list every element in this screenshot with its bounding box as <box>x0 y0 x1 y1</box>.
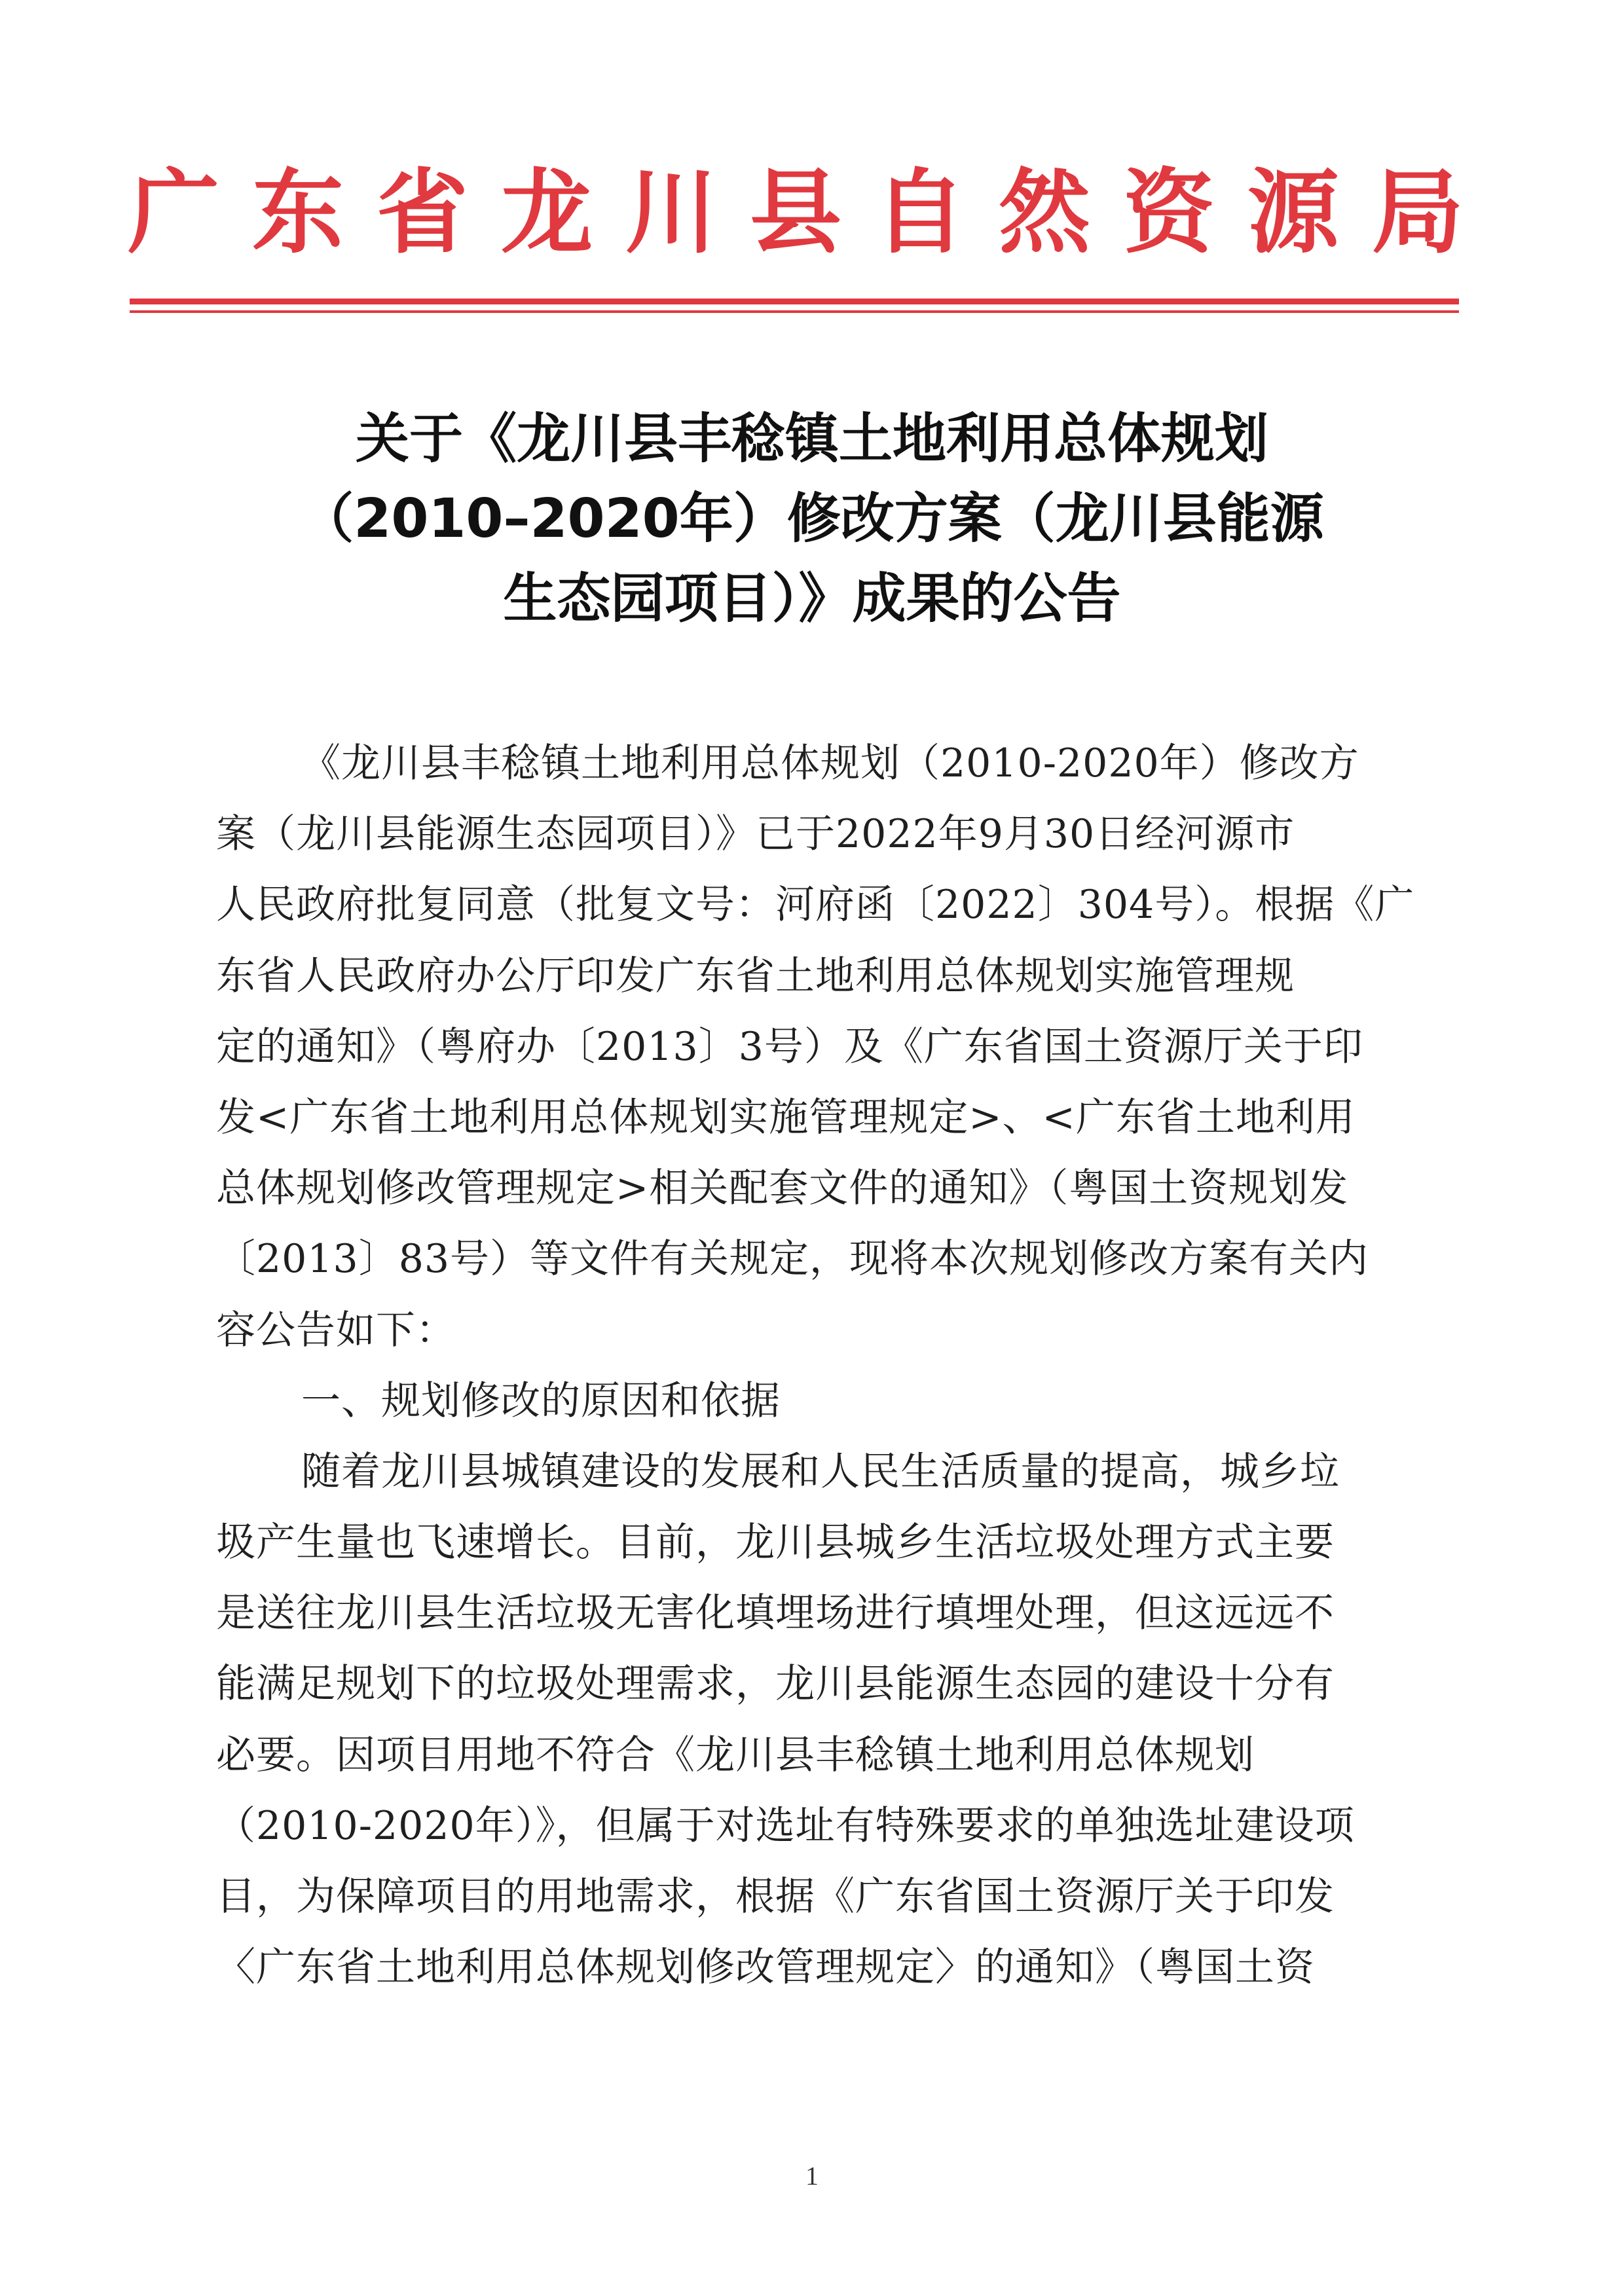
body-line: 目，为保障项目的用地需求，根据《广东省国土资源厅关于印发 <box>216 1874 1335 1920</box>
body-line: （2010-2020年）》，但属于对选址有特殊要求的单独选址建设项 <box>216 1802 1355 1849</box>
body-line: 案（龙川县能源生态园项目）》已于2022年9月30日经河源市 <box>216 811 1295 858</box>
body-line: 随着龙川县城镇建设的发展和人民生活质量的提高，城乡垃 <box>301 1448 1340 1495</box>
org-char: 局 <box>1371 159 1464 266</box>
header-divider-thin <box>130 310 1459 313</box>
org-char: 龙 <box>500 159 593 266</box>
body-line: 容公告如下： <box>216 1307 456 1353</box>
body-line: 人民政府批复同意（批复文号：河府函〔2022〕304号）。根据《广 <box>216 882 1415 928</box>
org-char: 县 <box>749 159 841 266</box>
body-line: 〈广东省土地利用总体规划修改管理规定〉的通知》（粤国土资 <box>216 1944 1315 1991</box>
body-line: 是送往龙川县生活垃圾无害化填埋场进行填埋处理，但这远远不 <box>216 1590 1335 1637</box>
body-line: 能满足规划下的垃圾处理需求，龙川县能源生态园的建设十分有 <box>216 1661 1335 1707</box>
org-char: 省 <box>376 159 468 266</box>
issuing-organization-header <box>128 157 1464 268</box>
org-char: 自 <box>874 159 966 266</box>
header-divider-thick <box>130 299 1459 304</box>
org-char: 源 <box>1247 159 1339 266</box>
org-char: 东 <box>251 159 344 266</box>
title-line: 关于《龙川县丰稔镇土地利用总体规划 <box>355 408 1268 470</box>
body-line: 发<广东省土地利用总体规划实施管理规定>、<广东省土地利用 <box>216 1094 1356 1140</box>
title-line: （2010–2020年）修改方案（龙川县能源 <box>300 488 1324 550</box>
page-number: 1 <box>805 2161 819 2191</box>
body-line: 定的通知》（粤府办〔2013〕3号）及《广东省国土资源厅关于印 <box>216 1023 1363 1070</box>
org-char: 资 <box>1122 159 1215 266</box>
body-line: 圾产生量也飞速增长。目前，龙川县城乡生活垃圾处理方式主要 <box>216 1520 1335 1566</box>
org-char: 然 <box>998 159 1090 266</box>
org-char: 川 <box>625 159 717 266</box>
title-line: 生态园项目）》成果的公告 <box>503 568 1121 630</box>
section-heading: 一、规划修改的原因和依据 <box>301 1377 781 1424</box>
document-title <box>249 399 1375 639</box>
document-body <box>216 728 1424 2003</box>
body-line: 东省人民政府办公厅印发广东省土地利用总体规划实施管理规 <box>216 953 1295 999</box>
org-char: 广 <box>128 159 220 266</box>
body-line: 〔2013〕83号）等文件有关规定，现将本次规划修改方案有关内 <box>216 1236 1369 1283</box>
body-line: 《龙川县丰稔镇土地利用总体规划（2010-2020年）修改方 <box>301 740 1359 786</box>
body-line: 必要。因项目用地不符合《龙川县丰稔镇土地利用总体规划 <box>216 1732 1255 1778</box>
body-line: 总体规划修改管理规定>相关配套文件的通知》（粤国土资规划发 <box>216 1165 1349 1212</box>
